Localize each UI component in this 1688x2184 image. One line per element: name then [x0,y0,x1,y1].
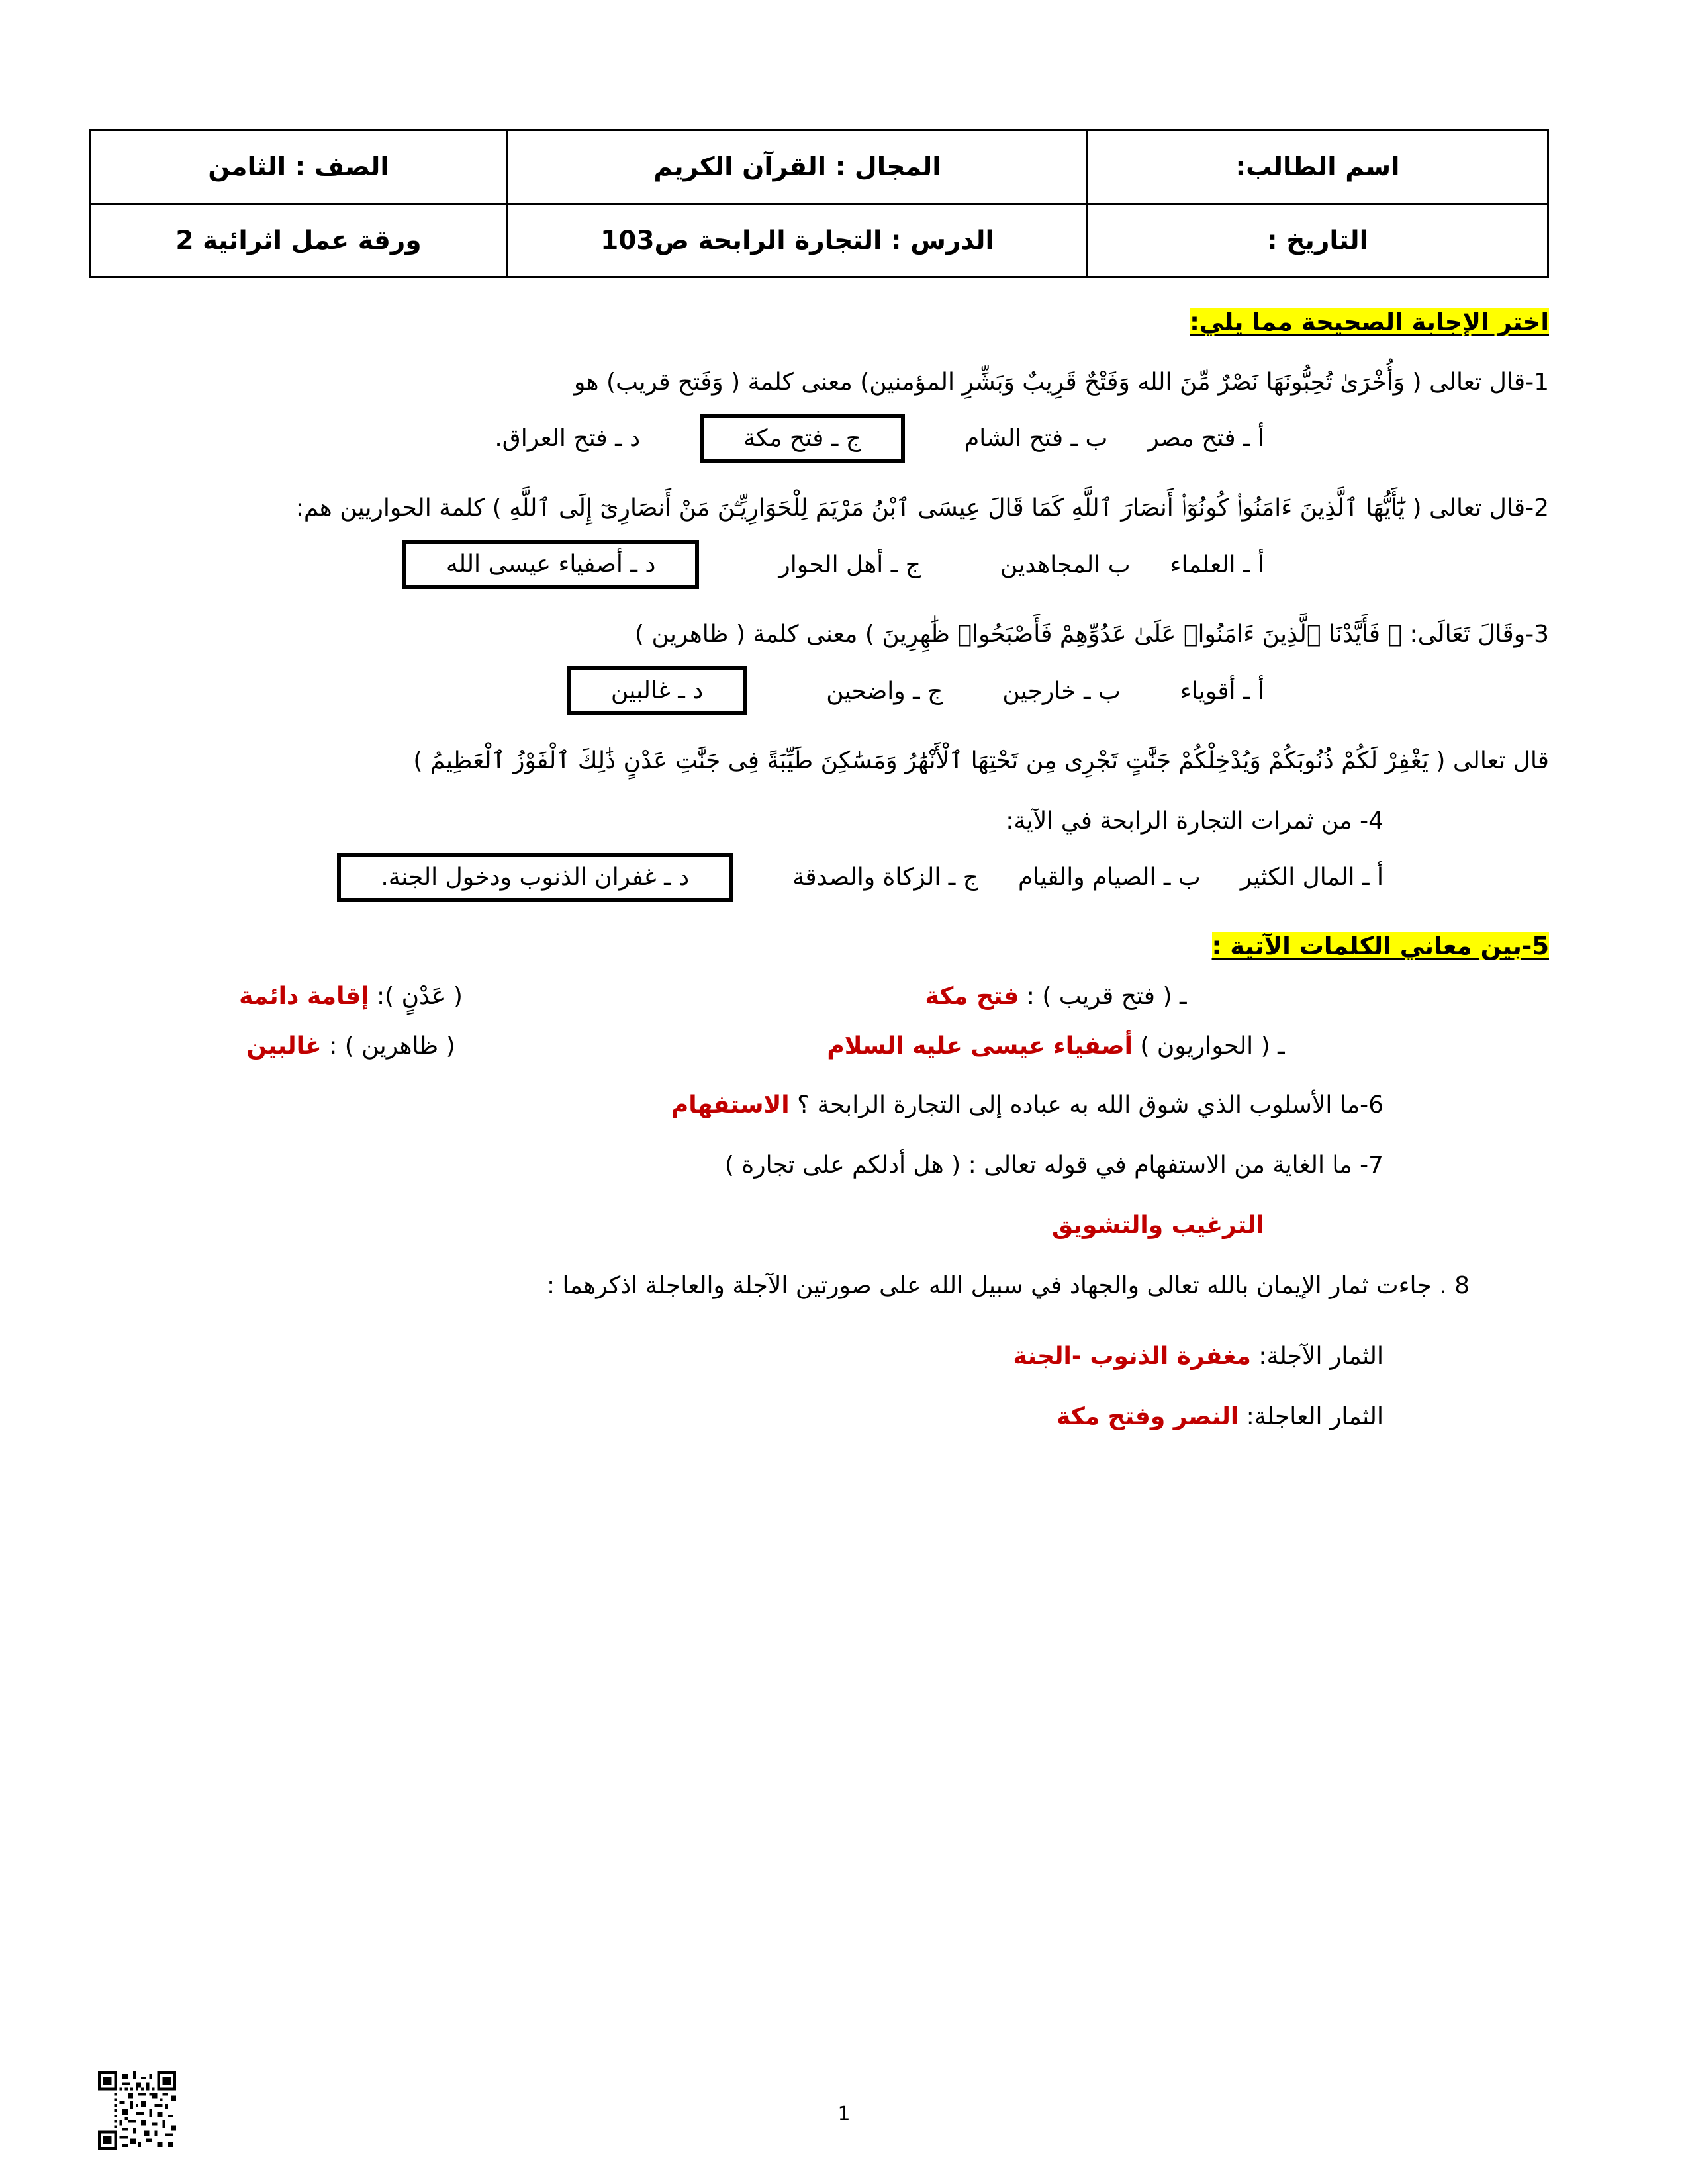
meaning-answer: أصفياء عيسى عليه السلام [827,1032,1133,1060]
question-7-answer-line [139,1210,1549,1240]
option-b[interactable]: ب ـ الصيام والقيام [1018,864,1201,891]
question-5-heading-line [139,933,1549,961]
question-7-text: 7- ما الغاية من الاستفهام في قوله تعالى : ( هل أدلكم على تجارة ) [724,1152,1383,1179]
option-b[interactable]: ب ـ فتح الشام [964,424,1108,452]
meaning-left-2 [563,1032,1549,1060]
option-d-selected[interactable]: د ـ غفران الذنوب ودخول الجنة. [337,853,733,902]
question-6-line [139,1090,1549,1120]
question-4-options [139,853,1549,902]
meaning-term: ( ظاهرين ) : [329,1032,455,1060]
option-c[interactable]: ج ـ أهل الحوار [778,551,921,578]
question-6-text: 6-ما الأسلوب الذي شوق الله به عباده إلى التجارة الرابحة ؟ [797,1091,1383,1119]
question-6-answer: الاستفهام [671,1091,790,1119]
question-8-text: 8 . جاءت ثمار الإيمان بالله تعالى والجهاد في سبيل الله على صورتين الآجلة والعاجلة اذكرهما : [546,1272,1470,1300]
question-1-text: 1-قال تعالى ( وَأُخْرَىٰ تُحِبُّونَهَا نَصْرٌ مِّنَ الله وَفَتْحٌ قَرِيبٌ وَبَشِّرِ المؤمنين) معنى كلمة ( وَفَتح قريب) هو [574,368,1549,396]
option-c[interactable]: ج ـ واضحين [826,677,943,705]
meaning-row-2 [139,1032,1549,1060]
header-info-table [89,129,1549,278]
question-4-text: 4- من ثمرات التجارة الرابحة في الآية: [1006,807,1383,835]
question-7-answer: الترغيب والتشويق [1052,1212,1264,1240]
question-3-options [139,666,1549,715]
question-8-answer-2-value: النصر وفتح مكة [1056,1403,1239,1431]
option-d[interactable]: د ـ فتح العراق. [494,424,641,452]
student-name-cell: اسم الطالب: [1088,130,1548,204]
question-5-heading: 5-بين معاني الكلمات الآتية : [1211,931,1549,960]
meaning-left-1 [563,983,1549,1010]
question-8-answer-1-label: الثمار الآجلة: [1258,1343,1383,1371]
meaning-right-1 [139,983,563,1010]
question-8-answer-1-line [139,1342,1549,1371]
meaning-answer: فتح مكة [925,983,1019,1011]
instruction-text: اختر الإجابة الصحيحة مما يلي: [1190,308,1549,336]
question-1-options [139,414,1549,463]
option-d-selected[interactable]: د ـ أصفياء عيسى الله [402,540,700,589]
option-a[interactable]: أ ـ أقوياء [1180,677,1264,705]
option-b[interactable]: ب المجاهدين [1000,551,1131,578]
question-8-answer-2-label: الثمار العاجلة: [1246,1403,1383,1431]
option-c[interactable]: ج ـ الزكاة والصدقة [792,864,978,891]
option-c-selected[interactable]: ج ـ فتح مكة [700,414,905,463]
meaning-right-2 [139,1032,563,1060]
question-2-options [139,540,1549,589]
page-number: 1 [837,2103,851,2126]
table-row [90,130,1548,204]
question-8-answer-2-line [139,1402,1549,1432]
option-a[interactable]: أ ـ فتح مصر [1147,424,1264,452]
qr-code-icon [98,2071,176,2150]
verse-text-question-4: قال تعالى ( يَغْفِرْ لَكُمْ ذُنُوبَكُمْ وَيُدْخِلْكُمْ جَنَّٰتٍ تَجْرِى مِن تَحْتِهَا ٱلْأَنْهَٰرُ وَمَسَٰكِنَ طَيِّبَةً فِى جَنَّٰتِ عَدْنٍ ذَٰلِكَ ٱلْفَوْزُ ٱلْعَظِيمُ ) [413,747,1549,774]
meaning-term: ( فتح قريب ) : [1026,983,1172,1011]
meaning-row-1 [139,983,1549,1010]
meaning-answer: إقامة دائمة [239,983,369,1011]
option-a[interactable]: أ ـ العلماء [1170,551,1264,578]
table-row [90,204,1548,277]
worksheet-title-cell: ورقة عمل اثرائية 2 [90,204,508,277]
subject-field-cell: المجال : القرآن الكريم [508,130,1088,204]
question-2-text: 2-قال تعالى ( يَٰٓأَيُّهَا ٱلَّذِينَ ءَامَنُوا۟ كُونُوٓا۟ أَنصَارَ ٱللَّهِ كَمَا قَالَ عِيسَى ٱبْنُ مَرْيَمَ لِلْحَوَارِيِّـۧنَ مَنْ أَنصَارِىٓ إِلَى ٱللَّهِ ) كلمة الحواريين هم: [295,494,1549,522]
option-a[interactable]: أ ـ المال الكثير [1240,864,1383,891]
date-cell: التاريخ : [1088,204,1548,277]
meaning-term: ( عَدْنٍ ): [376,983,463,1011]
instruction-line [139,308,1549,337]
option-d-selected[interactable]: د ـ غالبين [567,666,747,715]
meaning-answer: غالبين [246,1032,322,1060]
meaning-term: ( الحواريون ) [1140,1032,1270,1060]
lesson-cell: الدرس : التجارة الرابحة ص103 [508,204,1088,277]
meaning-dash: ـ [1179,983,1187,1011]
question-3-text: 3-وقَالَ تَعَالَى: ﴿ فَأَيَّدْنَا ٱلَّذِينَ ءَامَنُوا۟ عَلَىٰ عَدُوِّهِمْ فَأَصْبَحُوا۟ ظَٰهِرِينَ ) معنى كلمة ( ظاهرين ) [635,621,1549,649]
grade-cell: الصف : الثامن [90,130,508,204]
question-8-answer-1-value: مغفرة الذنوب -الجنة [1013,1343,1251,1371]
meaning-dash: ـ [1278,1032,1285,1060]
option-b[interactable]: ب ـ خارجين [1002,677,1121,705]
